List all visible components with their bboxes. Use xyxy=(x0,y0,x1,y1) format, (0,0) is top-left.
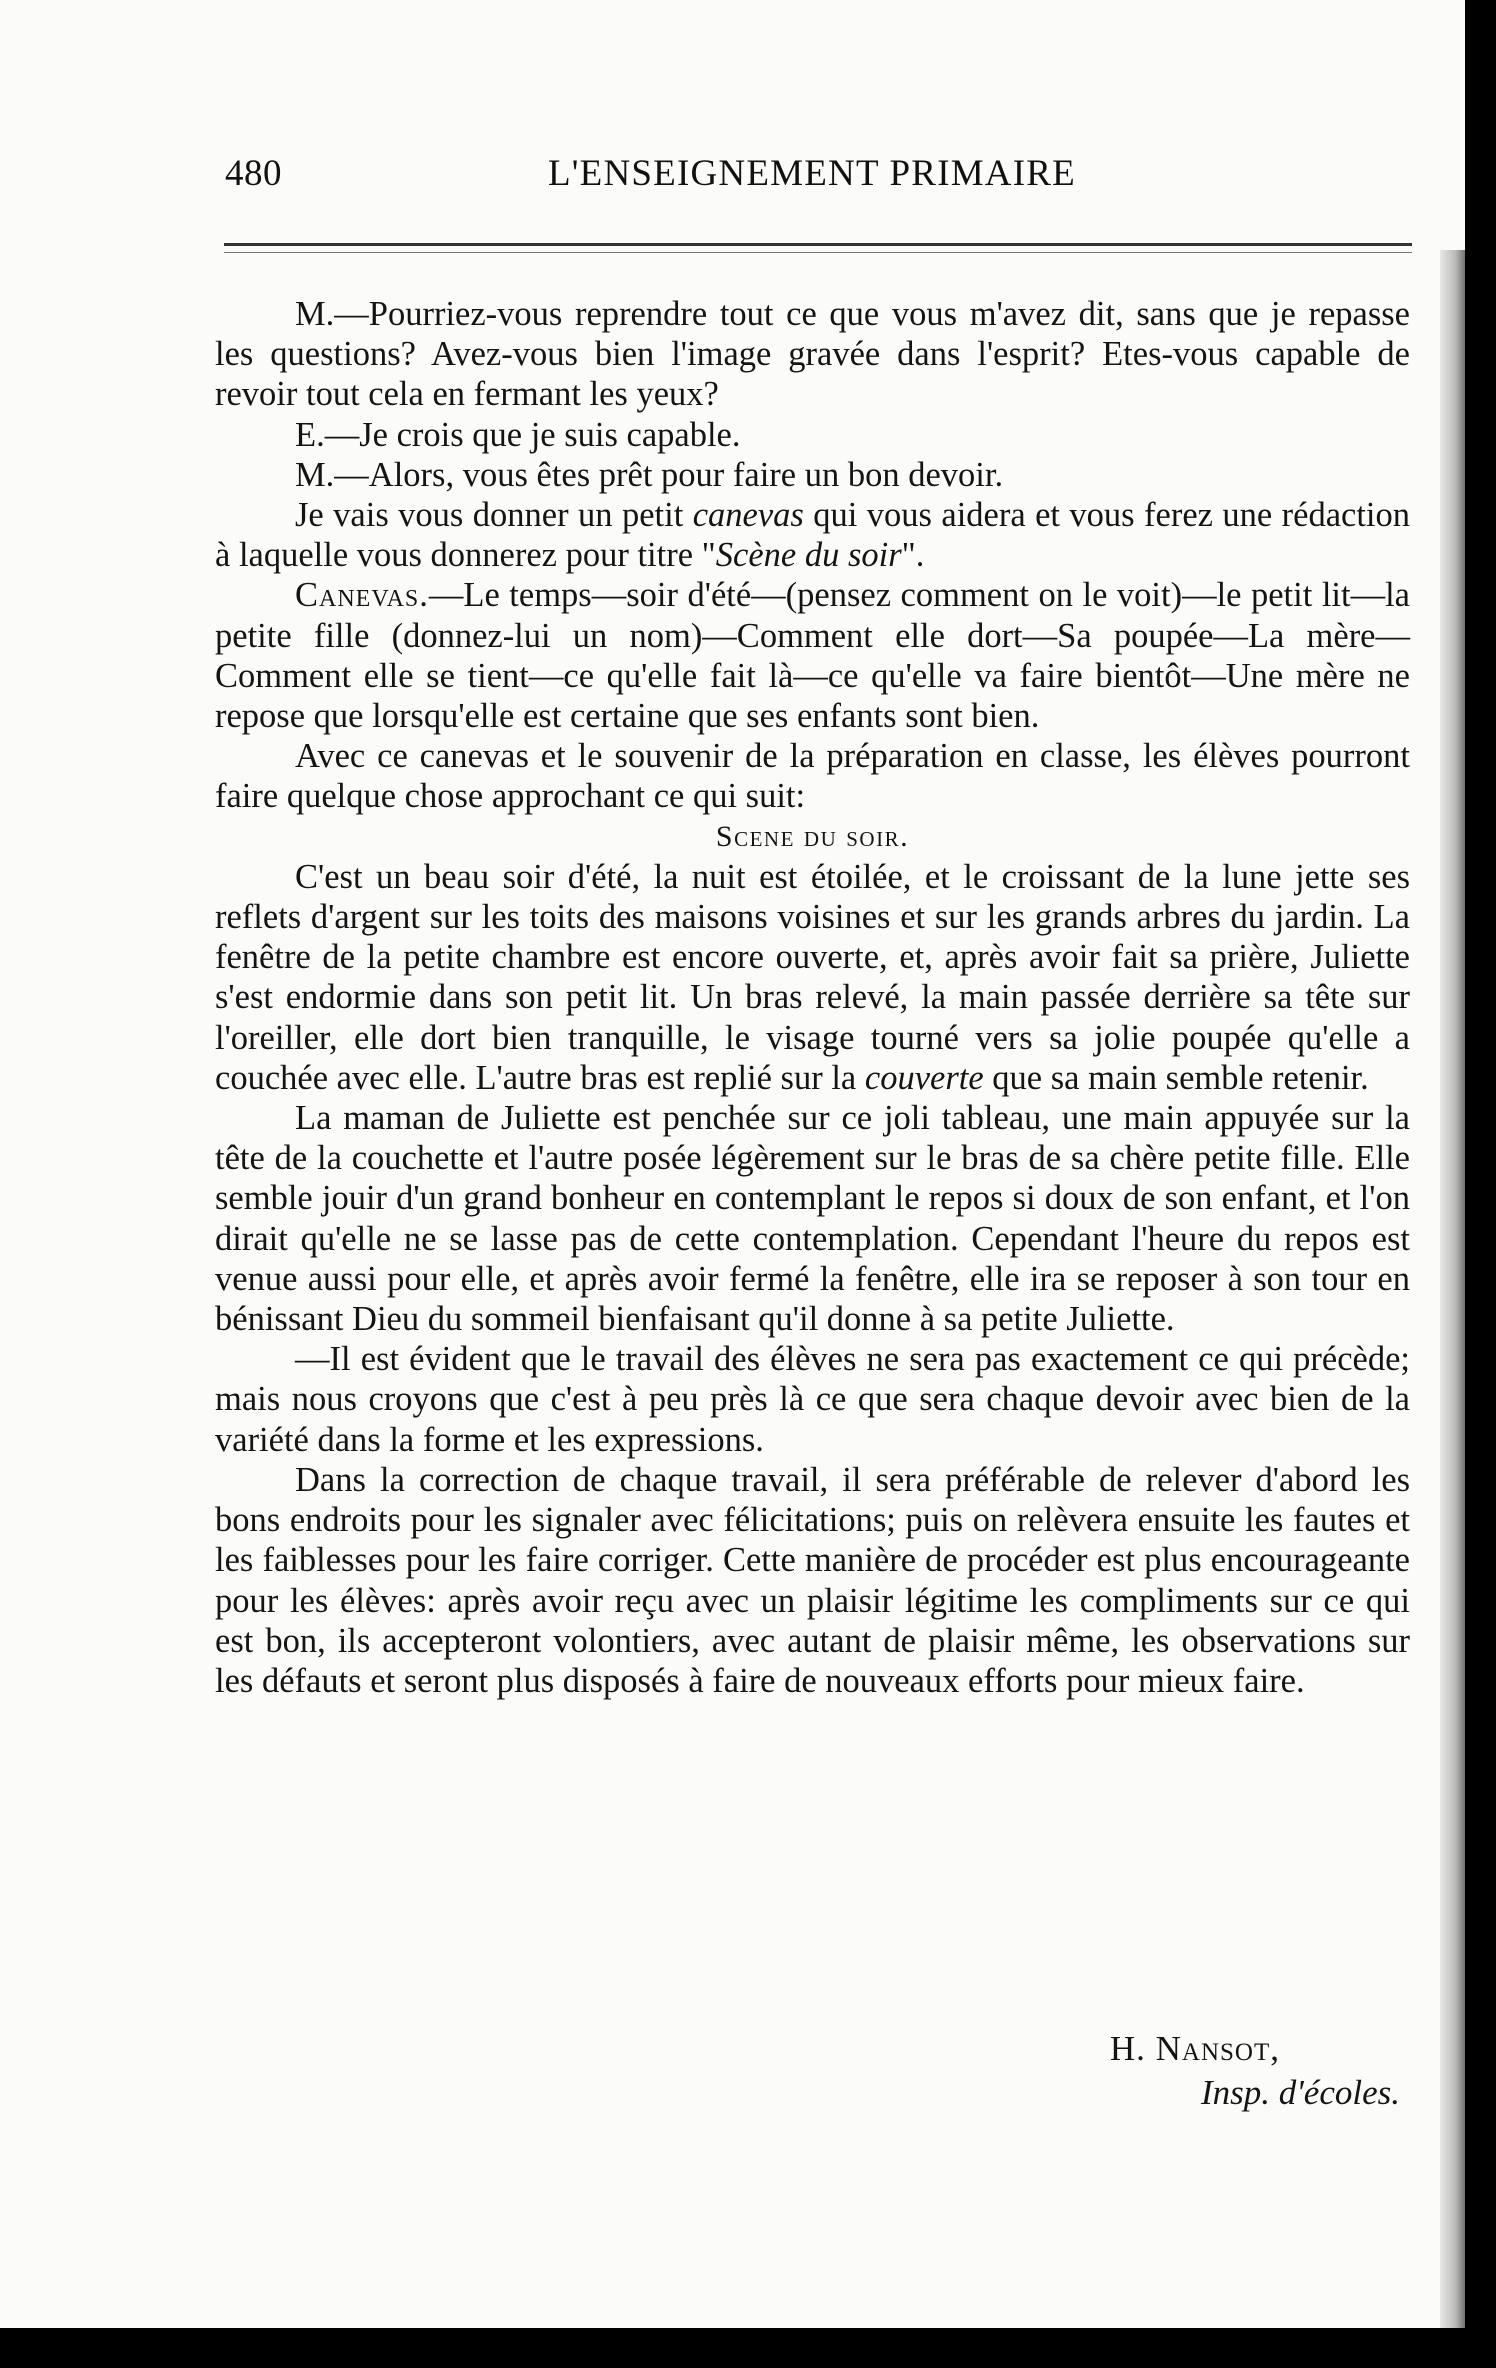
dialogue-paragraph: Avec ce canevas et le souvenir de la préparation en classe, les élèves pourront faire quelque chose approchant ce qui suit: xyxy=(215,737,1410,816)
header-rule-thin xyxy=(224,252,1412,253)
closing-paragraph: —Il est évident que le travail des élèves ne sera pas exactement ce qui précède; mais nous croyons que c'est à peu près là ce que sera chaque devoir avec bien de la variété dans la forme et les expressions. xyxy=(215,1340,1410,1459)
text-run: que sa main semble retenir. xyxy=(983,1058,1369,1097)
text-run: qui vous aidera et vous ferez une rédaction à laquelle vous donnerez pour titre " xyxy=(215,496,1410,575)
main-text xyxy=(215,294,1410,1701)
page-edge-shadow xyxy=(1440,250,1465,2328)
signature-block xyxy=(1000,2027,1400,2115)
canevas-text: —Le temps—soir d'été—(pensez comment on le voit)—le petit lit—la petite fille (donnez-lui un nom)—Comment elle dort—Sa poupée—La mère—Comment elle se tient—ce qu'elle fait là—ce qu'elle va faire bientôt—Une mère ne repose que lorsqu'elle est certaine que ses enfants sont bien. xyxy=(215,576,1410,736)
page-header xyxy=(0,152,1465,212)
dialogue-paragraph: M.—Alors, vous êtes prêt pour faire un bon devoir. xyxy=(295,455,1004,494)
dialogue-paragraph: E.—Je crois que je suis capable. xyxy=(295,415,741,454)
running-title: L'ENSEIGNEMENT PRIMAIRE xyxy=(548,153,1076,194)
canevas-paragraph xyxy=(215,575,1410,736)
author-name: H. Nansot, xyxy=(1109,2029,1280,2068)
story-paragraph xyxy=(215,857,1410,1098)
dialogue-paragraph: M.—Pourriez-vous reprendre tout ce que vous m'avez dit, sans que je repasse les questions? Avez-vous bien l'image gravée dans l'esprit? Etes-vous capable de revoir tout cela en fermant les yeux? xyxy=(215,295,1410,414)
italic-term: canevas xyxy=(692,496,804,535)
author-title: Insp. d'écoles. xyxy=(1201,2073,1400,2112)
closing-paragraph: Dans la correction de chaque travail, il sera préférable de relever d'abord les bons endroits pour les signaler avec félicitations; puis on relèvera ensuite les fautes et les faiblesses pour les faire corriger. Cette manière de procéder est plus encourageante pour les élèves: après avoir reçu avec un plaisir légitime les compliments sur ce qui est bon, ils accepteront volontiers, avec autant de plaisir même, les observations sur les défauts et seront plus disposés à faire de nouveaux efforts pour mieux faire. xyxy=(215,1460,1410,1700)
italic-term: couverte xyxy=(864,1058,984,1097)
text-run: Je vais vous donner un petit xyxy=(295,496,693,535)
canevas-label: Canevas. xyxy=(295,576,429,615)
header-rule xyxy=(224,243,1412,246)
page-number: 480 xyxy=(225,153,282,194)
dialogue-paragraph xyxy=(215,495,1410,575)
text-run: C'est un beau soir d'été, la nuit est étoilée, et le croissant de la lune jette ses reflets d'argent sur les toits des maisons voisines et sur les grands arbres du jardin. La fenêtre de la petite chambre est encore ouverte, et, après avoir fait sa prière, Juliette s'est endormie dans son petit lit. Un bras relevé, la main passée derrière sa tête sur l'oreiller, elle dort bien tranquille, le visage tourné vers sa jolie poupée qu'elle a couchée avec elle. L'autre bras est replié sur la xyxy=(215,857,1410,1097)
text-run: ". xyxy=(901,536,925,575)
story-paragraph: La maman de Juliette est penchée sur ce joli tableau, une main appuyée sur la tête de la couchette et l'autre posée légèrement sur le bras de sa chère petite fille. Elle semble jouir d'un grand bonheur en contemplant le repos si doux de son enfant, et l'on dirait qu'elle ne se lasse pas de cette contemplation. Cependant l'heure du repos est venue aussi pour elle, et après avoir fermé la fenêtre, elle ira se reposer à son tour en bénissant Dieu du sommeil bienfaisant qu'il donne à sa petite Juliette. xyxy=(215,1099,1410,1339)
italic-title: Scène du soir xyxy=(715,536,902,575)
section-title: Scene du soir. xyxy=(715,819,910,853)
